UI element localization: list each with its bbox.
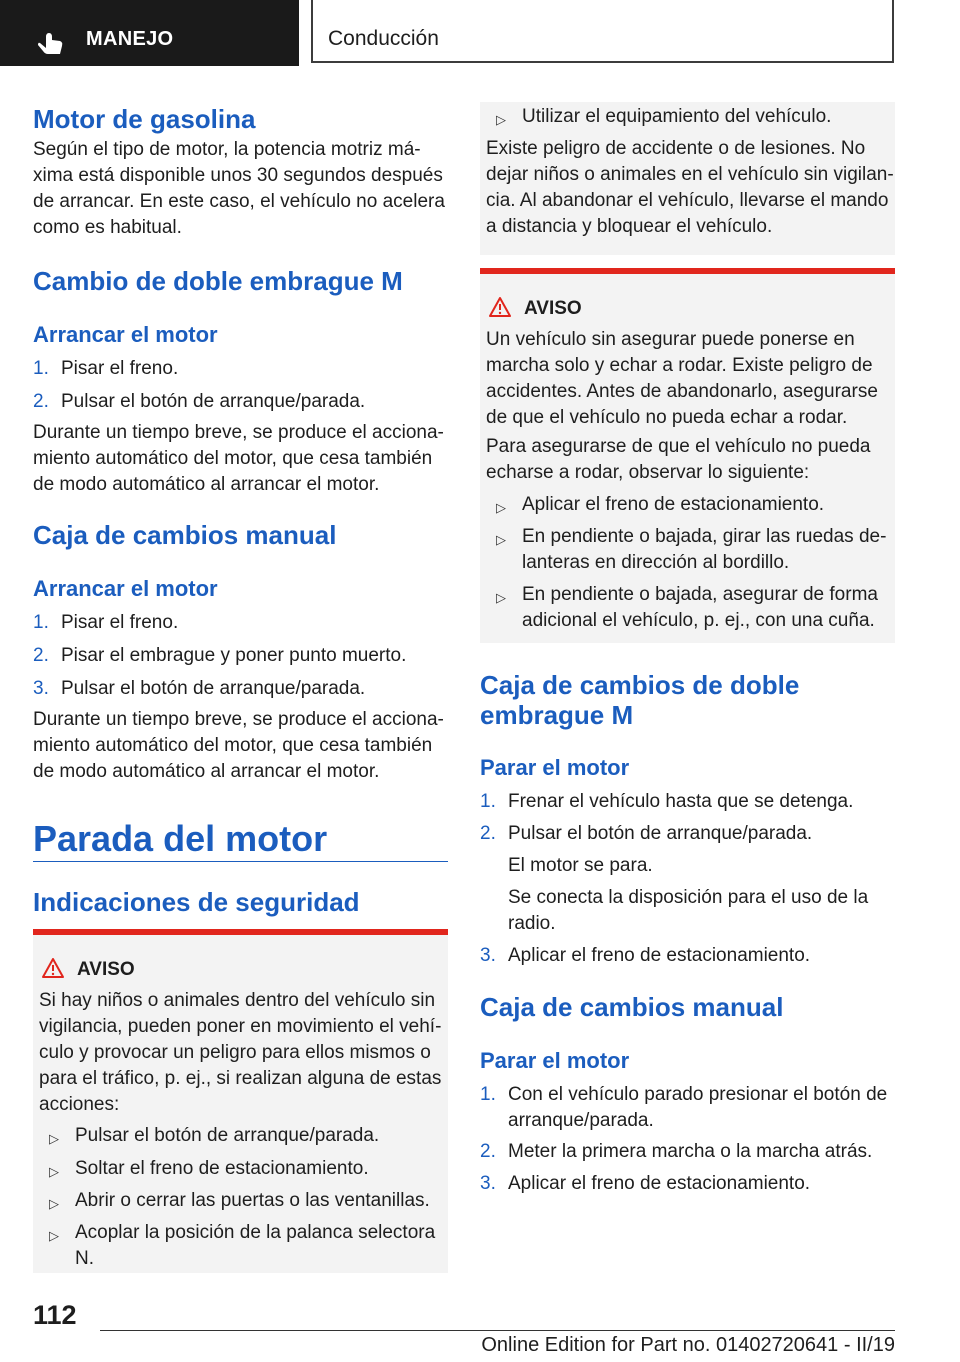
section-tab	[0, 0, 299, 66]
triangle-bullet-icon: ▷	[496, 500, 506, 515]
dct-title: Caja de cambios de doble embrague M	[480, 670, 800, 730]
warning-box	[33, 935, 448, 1273]
triangle-bullet-icon: ▷	[496, 112, 506, 127]
warning-box	[480, 274, 895, 643]
warning-label: AVISO	[77, 959, 135, 980]
step-number: 2.	[480, 823, 496, 844]
section-label: MANEJO	[86, 28, 174, 50]
dct-subtitle: Parar el motor	[480, 755, 630, 780]
step-number: 3.	[480, 945, 496, 966]
title-rule	[33, 861, 448, 862]
manual-subtitle: Parar el motor	[480, 1048, 630, 1073]
step-text: Meter la primera marcha o la marcha atrás.	[508, 1141, 873, 1162]
step-number: 3.	[33, 678, 49, 699]
warning-icon	[488, 296, 512, 318]
bullet-text: Abrir o cerrar las puertas o las ventanillas.	[75, 1190, 430, 1211]
edition-note: Online Edition for Part no. 01402720641 - II/19	[481, 1334, 895, 1356]
stop-title: Parada del motor	[33, 818, 328, 859]
bullet-text: Aplicar el freno de estacionamiento.	[522, 494, 825, 515]
triangle-bullet-icon: ▷	[49, 1196, 59, 1211]
step-number: 3.	[480, 1173, 496, 1194]
step-text: Pisar el embrague y poner punto muerto.	[61, 645, 407, 666]
dct-subtitle: Arrancar el motor	[33, 322, 218, 347]
manual-text: Durante un tiempo breve, se produce el acciona- miento automático del motor, que cesa también de modo automático al arrancar el motor.	[33, 709, 444, 782]
bullet-text: En pendiente o bajada, asegurar de forma adicional el vehículo, p. ej., con una cuña.	[522, 584, 878, 631]
triangle-bullet-icon: ▷	[49, 1131, 59, 1146]
step-number: 1.	[480, 791, 496, 812]
step-text: Pulsar el botón de arranque/parada.	[61, 678, 366, 699]
page-number: 112	[33, 1300, 77, 1330]
footer-rule	[100, 1330, 895, 1331]
step-text: Con el vehículo parado presionar el botón de arranque/parada.	[508, 1084, 888, 1131]
warning-text: Un vehículo sin asegurar puede ponerse en marcha solo y echar a rodar. Existe peligro de accidentes. Antes de abandonarlo, asegurarse de que el vehículo no pueda echar a rodar.	[486, 329, 878, 428]
chapter-header	[311, 0, 894, 63]
triangle-bullet-icon: ▷	[496, 532, 506, 547]
step-text: Pulsar el botón de arranque/parada.	[61, 391, 366, 412]
step-number: 2.	[33, 645, 49, 666]
manual-subtitle: Arrancar el motor	[33, 576, 218, 601]
bullet-text: En pendiente o bajada, girar las ruedas de- lanteras en dirección al bordillo.	[522, 526, 887, 573]
warning-label: AVISO	[524, 298, 582, 319]
gasoline-text: Según el tipo de motor, la potencia motriz má- xima está disponible unos 30 segundos después de arrancar. En este caso, el vehículo no acelera como es habitual.	[33, 139, 445, 238]
bullet-text: Utilizar el equipamiento del vehículo.	[522, 106, 832, 127]
hand-icon	[36, 26, 66, 56]
manual-title: Caja de cambios manual	[480, 992, 784, 1022]
chapter-title: Conducción	[328, 27, 439, 50]
bullet-text: Pulsar el botón de arranque/parada.	[75, 1125, 380, 1146]
step-number: 1.	[33, 612, 49, 633]
continued-warning-box	[480, 102, 895, 255]
triangle-bullet-icon: ▷	[49, 1164, 59, 1179]
step-number: 2.	[33, 391, 49, 412]
step-number: 1.	[480, 1084, 496, 1105]
manual-title: Caja de cambios manual	[33, 520, 337, 550]
continued-text: Existe peligro de accidente o de lesiones. No dejar niños o animales en el vehículo sin vigilan- cia. Al abandonar el vehículo, llevarse el mando a distancia y bloquear el vehículo.	[486, 138, 894, 237]
warning-icon	[41, 957, 65, 979]
warning-instructions: Para asegurarse de que el vehículo no pueda echarse a rodar, observar lo siguiente:	[486, 436, 871, 483]
step-text: Aplicar el freno de estacionamiento.	[508, 1173, 811, 1194]
dct-title: Cambio de doble embrague M	[33, 266, 403, 296]
warning-text: Si hay niños o animales dentro del vehículo sin vigilancia, pueden poner en movimiento el vehí- culo y provocar un peligro para ellos mismos o para el tráfico, p. ej., si realizan alguna de estas acciones:	[39, 990, 442, 1115]
gasoline-title: Motor de gasolina	[33, 104, 256, 134]
safety-title: Indicaciones de seguridad	[33, 887, 360, 917]
step-note: El motor se para.	[508, 855, 653, 876]
step-text: Pisar el freno.	[61, 612, 179, 633]
step-number: 1.	[33, 358, 49, 379]
step-text: Pisar el freno.	[61, 358, 179, 379]
step-text: Aplicar el freno de estacionamiento.	[508, 945, 811, 966]
dct-text: Durante un tiempo breve, se produce el acciona- miento automático del motor, que cesa también de modo automático al arrancar el motor.	[33, 422, 444, 495]
step-note: Se conecta la disposición para el uso de la radio.	[508, 887, 869, 934]
bullet-text: Soltar el freno de estacionamiento.	[75, 1158, 369, 1179]
triangle-bullet-icon: ▷	[49, 1228, 59, 1243]
triangle-bullet-icon: ▷	[496, 590, 506, 605]
bullet-text: Acoplar la posición de la palanca selectora N.	[75, 1222, 436, 1269]
step-text: Frenar el vehículo hasta que se detenga.	[508, 791, 854, 812]
step-number: 2.	[480, 1141, 496, 1162]
step-text: Pulsar el botón de arranque/parada.	[508, 823, 813, 844]
